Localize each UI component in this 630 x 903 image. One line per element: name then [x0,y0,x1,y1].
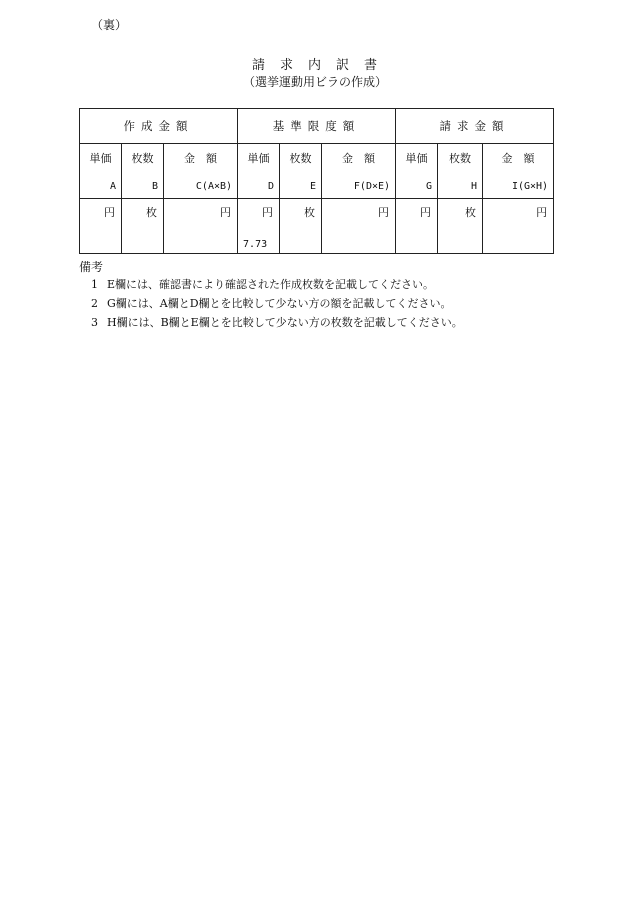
column-name: 枚数 [289,152,312,165]
unit-label: 円 [220,206,232,219]
column-code: B [151,181,158,192]
document-subtitle: （選挙運動用ビラの作成） [242,75,387,89]
value-cell[interactable] [122,199,164,254]
unit-label: 円 [536,206,548,219]
column-code: I(G×H) [511,181,549,192]
column-header [280,144,322,199]
value-cell[interactable] [322,199,396,254]
column-name: 金 額 [501,152,535,165]
column-code: G [426,181,433,192]
value-cell[interactable] [483,199,554,254]
value-cell[interactable] [280,199,322,254]
column-name: 単価 [405,152,428,165]
column-header [483,144,554,199]
value-cell[interactable] [164,199,238,254]
notes-title: 備考 [79,260,104,274]
value-cell[interactable] [396,199,438,254]
column-name: 単価 [247,152,270,165]
unit-label: 枚 [465,206,477,219]
note-number: 1 [91,278,98,291]
group-header-claim: 請求金額 [396,109,554,144]
column-header [438,144,483,199]
note-number: 3 [91,316,98,329]
page-side-label: （裏） [91,18,128,32]
note-number: 2 [91,297,98,310]
column-code: F(D×E) [353,181,391,192]
column-code: A [109,181,116,192]
note-item [91,314,463,330]
column-code: C(A×B) [195,181,233,192]
note-text: G欄には、A欄とD欄とを比較して少ない方の額を記載してください。 [107,297,452,310]
note-item [91,295,452,311]
column-code: D [268,181,275,192]
value-cell[interactable] [438,199,483,254]
group-header-row [80,109,554,144]
unit-label: 枚 [146,206,157,219]
column-header-row [80,144,554,199]
column-header [322,144,396,199]
column-name: 金 額 [342,152,376,165]
unit-label: 円 [378,206,390,219]
column-name: 枚数 [131,152,154,165]
breakdown-table [79,108,554,254]
unit-label: 円 [420,206,432,219]
column-name: 単価 [89,152,112,165]
note-item [91,276,434,292]
column-name: 金 額 [184,152,218,165]
value-row [80,199,554,254]
unit-label: 円 [262,206,274,219]
group-header-limit: 基準限度額 [238,109,396,144]
unit-label: 枚 [304,206,316,219]
group-header-production: 作成金額 [80,109,238,144]
value-cell[interactable] [80,199,122,254]
column-name: 枚数 [449,152,472,165]
value-cell[interactable] [238,199,280,254]
column-header [396,144,438,199]
column-code: E [310,181,317,192]
document-title: 請 求 内 訳 書 [251,58,378,73]
column-header [164,144,238,199]
column-header [80,144,122,199]
column-header [238,144,280,199]
column-header [122,144,164,199]
cell-value: 7.73 [243,239,268,250]
unit-label: 円 [104,206,115,219]
note-text: E欄には、確認書により確認された作成枚数を記載してください。 [107,278,435,291]
note-text: H欄には、B欄とE欄とを比較して少ない方の枚数を記載してください。 [107,316,463,329]
column-code: H [471,181,478,192]
